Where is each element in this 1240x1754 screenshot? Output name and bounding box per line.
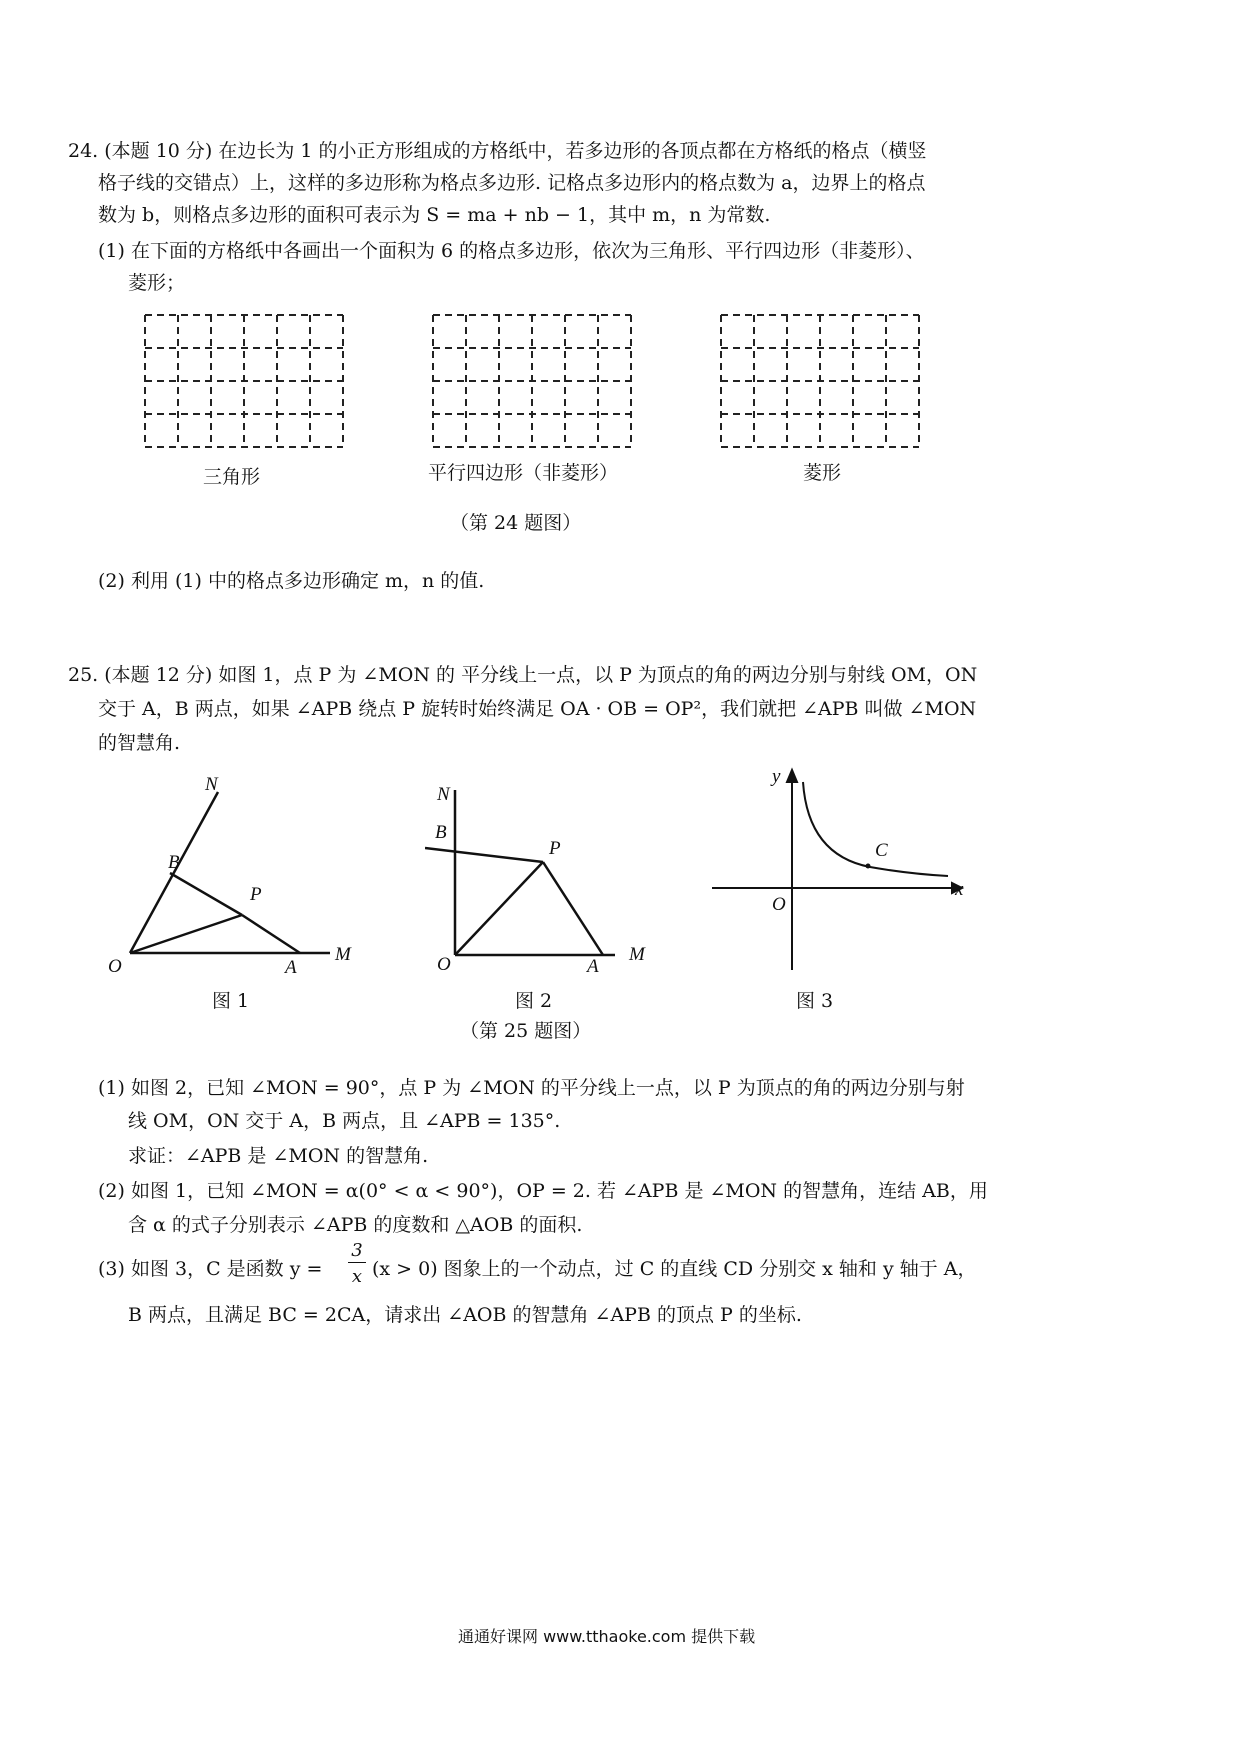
q24-part1-line-1: (1) 在下面的方格纸中各画出一个面积为 6 的格点多边形，依次为三角形、平行四边形（非菱形）、 (98, 240, 925, 262)
figure-3-caption: 图 3 (796, 990, 834, 1012)
grid-rhombus (716, 310, 926, 450)
fig2-label-O: O (437, 954, 451, 975)
fig1-label-O: O (108, 956, 122, 977)
q24-line-1: 24. (本题 10 分) 在边长为 1 的小正方形组成的方格纸中，若多边形的各顶点都在方格纸的格点（横竖 (68, 140, 927, 162)
fig2-label-M: M (629, 944, 645, 965)
fig2-label-A: A (587, 956, 599, 977)
q25-part3-fraction-denominator: x (351, 1266, 363, 1287)
q24-part2: (2) 利用 (1) 中的格点多边形确定 m，n 的值. (98, 570, 485, 592)
fig3-label-C: C (875, 840, 888, 861)
fig2-label-P: P (549, 838, 561, 859)
fig1-label-A: A (285, 957, 297, 978)
q25-part1-line-2: 线 OM，ON 交于 A，B 两点，且 ∠APB = 135°. (128, 1110, 561, 1132)
grid-triangle (140, 310, 350, 450)
grid-caption-rhombus: 菱形 (803, 462, 842, 484)
fig1-label-N: N (205, 774, 218, 795)
q25-part2-line-2: 含 α 的式子分别表示 ∠APB 的度数和 △AOB 的面积. (128, 1214, 583, 1236)
q25-part1-line-3: 求证：∠APB 是 ∠MON 的智慧角. (128, 1145, 429, 1167)
fig3-label-x: x (955, 879, 964, 900)
q25-line-1: 25. (本题 12 分) 如图 1，点 P 为 ∠MON 的 平分线上一点，以 P 为顶点的角的两边分别与射线 OM，ON (68, 664, 978, 686)
fig1-label-M: M (335, 944, 351, 965)
q24-line-3: 数为 b，则格点多边形的面积可表示为 S = ma + nb − 1，其中 m，n 为常数. (98, 204, 771, 226)
q25-part3-fraction-numerator: 3 (348, 1240, 366, 1263)
q24-line-2: 格子线的交错点）上，这样的多边形称为格点多边形. 记格点多边形内的格点数为 a，边界上的格点 (98, 172, 926, 194)
q25-figure-caption: （第 25 题图） (460, 1020, 592, 1042)
fig3-label-O: O (772, 894, 786, 915)
figure-1-caption: 图 1 (212, 990, 250, 1012)
q25-part3-after: (x > 0) 图象上的一个动点，过 C 的直线 CD 分别交 x 轴和 y 轴于 A， (372, 1258, 977, 1280)
q25-part2-line-1: (2) 如图 1，已知 ∠MON = α(0° < α < 90°)，OP = 2. 若 ∠APB 是 ∠MON 的智慧角，连结 AB，用 (98, 1180, 988, 1202)
figure-2-caption: 图 2 (515, 990, 553, 1012)
q25-line-2: 交于 A，B 两点，如果 ∠APB 绕点 P 旋转时始终满足 OA · OB = OP²，我们就把 ∠APB 叫做 ∠MON (98, 698, 977, 720)
grid-caption-parallelogram: 平行四边形（非菱形） (428, 462, 619, 484)
figure-3 (700, 760, 970, 980)
figure-1 (100, 770, 370, 980)
footer-source: 通通好课网 www.tthaoke.com 提供下载 (458, 1627, 756, 1646)
fig3-label-y: y (772, 766, 781, 787)
grid-parallelogram (428, 310, 638, 450)
q24-part1-line-2: 菱形； (128, 272, 186, 294)
q24-figure-caption: （第 24 题图） (450, 512, 582, 534)
fig1-label-B: B (168, 852, 180, 873)
fig2-label-B: B (435, 822, 447, 843)
grid-caption-triangle: 三角形 (203, 466, 261, 488)
fig1-label-P: P (250, 884, 262, 905)
q25-line-3: 的智慧角. (98, 732, 181, 754)
figure-2 (425, 770, 685, 980)
fig2-label-N: N (437, 784, 450, 805)
q25-part1-line-1: (1) 如图 2，已知 ∠MON = 90°，点 P 为 ∠MON 的平分线上一点，以 P 为顶点的角的两边分别与射 (98, 1077, 965, 1099)
q25-part3-line-2: B 两点，且满足 BC = 2CA，请求出 ∠AOB 的智慧角 ∠APB 的顶点 P 的坐标. (128, 1304, 802, 1326)
q25-part3-before: (3) 如图 3，C 是函数 y = (98, 1258, 323, 1280)
